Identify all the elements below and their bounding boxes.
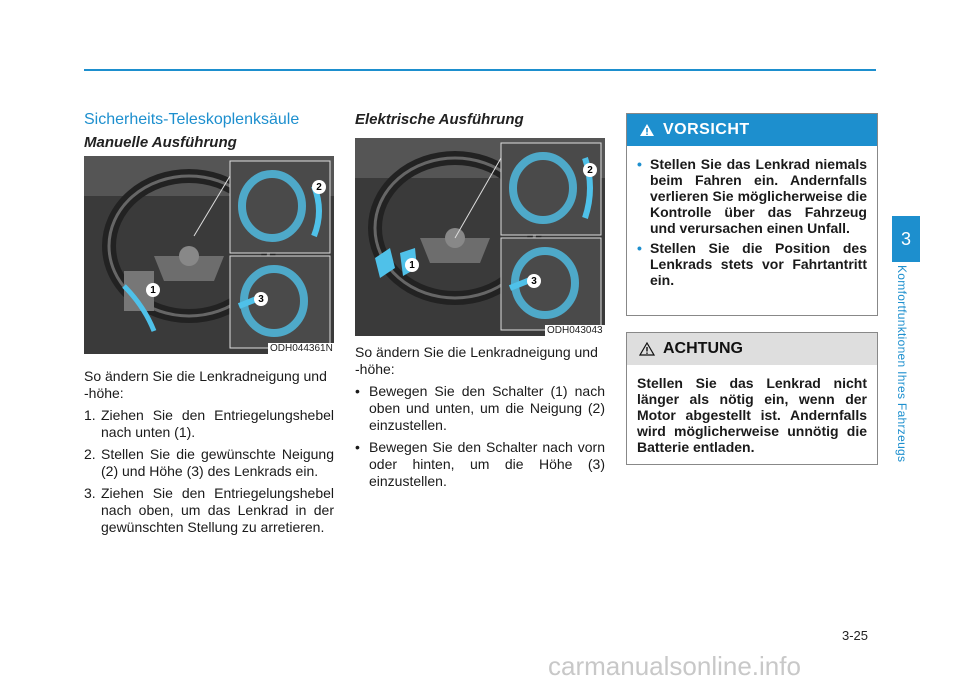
callout-1: 1 <box>146 283 160 297</box>
manual-step: 2. Stellen Sie die gewünschte Neigung (2) und Höhe (3) des Lenkrads ein. <box>84 446 334 479</box>
callout-3: 3 <box>254 292 268 306</box>
attention-icon <box>639 342 655 356</box>
caution-heading: VORSICHT <box>663 121 750 138</box>
notice-header <box>627 333 877 365</box>
caution-item: • Stellen Sie die Position des Lenkrads stets vor Fahrtantritt ein. <box>637 240 867 288</box>
warning-icon <box>639 123 655 137</box>
manual-subtitle: Manuelle Ausführung <box>84 134 237 151</box>
caution-item: • Stellen Sie das Lenkrad niemals beim Fahren ein. Andernfalls verlieren Sie möglicherweise die Kontrolle über das Fahrzeug und verursachen einen Unfall. <box>637 156 867 236</box>
chapter-label: Komfortfunktionen Ihres Fahrzeugs <box>895 265 909 463</box>
notice-heading: ACHTUNG <box>663 340 743 357</box>
callout-3: 3 <box>527 274 541 288</box>
manual-step: 3. Ziehen Sie den Entriegelungshebel nach oben, um das Lenkrad in der gewünschten Stellung zu arretieren. <box>84 485 334 535</box>
electric-intro: So ändern Sie die Lenkradneigung und -höhe: <box>355 344 598 377</box>
manual-steering-illustration <box>84 156 334 354</box>
page-number: 3-25 <box>842 628 869 643</box>
chapter-tab: 3 <box>892 216 920 262</box>
electric-instructions <box>355 344 605 495</box>
callout-1: 1 <box>405 258 419 272</box>
electric-steering-illustration <box>355 138 605 336</box>
notice-box <box>626 332 878 465</box>
caution-header <box>627 114 877 146</box>
manual-step: 1. Ziehen Sie den Entriegelungshebel nach unten (1). <box>84 407 334 440</box>
header-rule <box>84 69 876 71</box>
watermark-text: carmanualsonline.info <box>548 651 801 681</box>
manual-figure-caption: ODH044361N <box>270 343 333 354</box>
electric-bullet: • Bewegen Sie den Schalter (1) nach oben und unten, um die Neigung (2) einzustellen. <box>355 383 605 434</box>
notice-text: Stellen Sie das Lenkrad nicht länger als nötig ein, wenn der Motor abgestellt ist. Andernfalls wird möglicherweise unnötig die Batterie entladen. <box>637 375 867 455</box>
manual-instructions <box>84 368 334 541</box>
electric-steering-figure <box>355 138 605 336</box>
manual-intro: So ändern Sie die Lenkradneigung und -höhe: <box>84 368 327 401</box>
callout-2: 2 <box>583 163 597 177</box>
electric-figure-caption: ODH043043 <box>547 325 603 336</box>
electric-bullet: • Bewegen Sie den Schalter nach vorn oder hinten, um die Höhe (3) einzustellen. <box>355 439 605 490</box>
callout-2: 2 <box>312 180 326 194</box>
section-title: Sicherheits-Teleskoplenksäule <box>84 111 300 128</box>
manual-steering-figure <box>84 156 334 354</box>
electric-subtitle: Elektrische Ausführung <box>355 111 524 128</box>
caution-body <box>627 146 877 302</box>
caution-box <box>626 113 878 316</box>
